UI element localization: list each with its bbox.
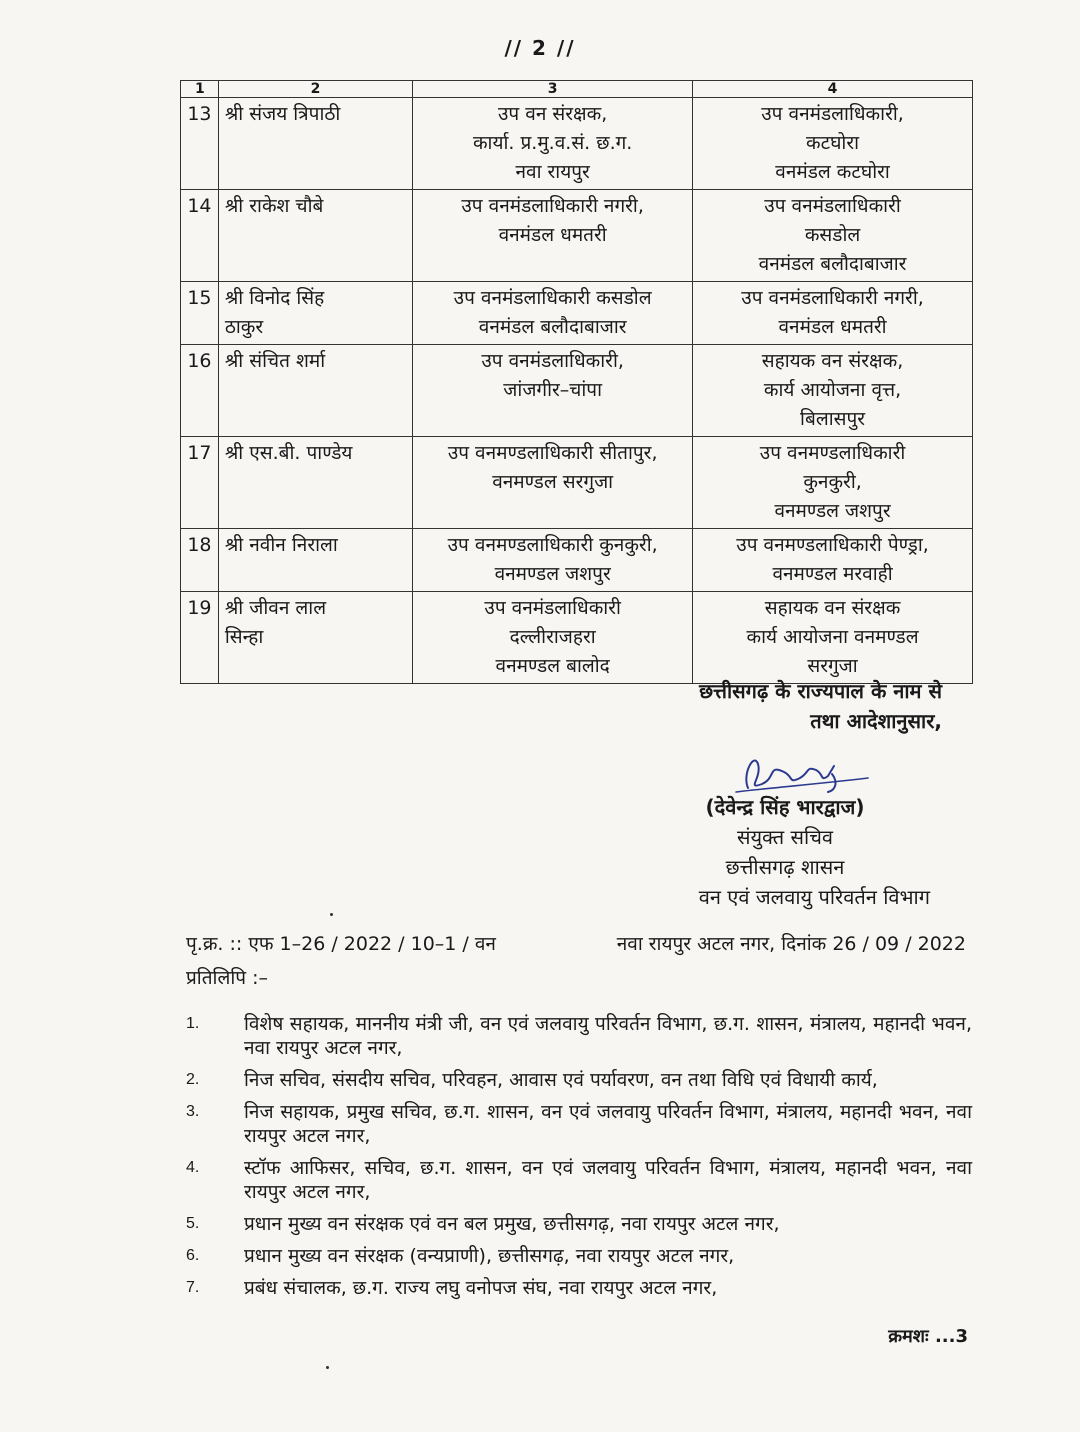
signer-government: छत्तीसगढ़ शासन xyxy=(725,855,845,879)
new-posting xyxy=(693,529,973,592)
current-posting xyxy=(413,190,693,282)
signer-department: वन एवं जलवायु परिवर्तन विभाग xyxy=(698,885,930,909)
current-posting-line: उप वनमंडलाधिकारी xyxy=(484,597,621,619)
order-line: छत्तीसगढ़ के राज्यपाल के नाम से xyxy=(699,679,942,703)
new-posting xyxy=(693,437,973,529)
list-item-text: स्टॉफ आफिसर, सचिव, छ.ग. शासन, वन एवं जलवायु परिवर्तन विभाग, मंत्रालय, महानदी भवन, नवा रायपुर अटल नगर, xyxy=(244,1157,972,1203)
serial-number: 19 xyxy=(181,592,219,684)
scan-speck xyxy=(330,913,333,916)
table-row xyxy=(181,345,973,437)
order-line: तथा आदेशानुसार, xyxy=(810,709,942,733)
list-item-text: प्रधान मुख्य वन संरक्षक एवं वन बल प्रमुख, छत्तीसगढ़, नवा रायपुर अटल नगर, xyxy=(244,1213,780,1235)
table-row xyxy=(181,190,973,282)
list-item xyxy=(186,1012,972,1060)
new-posting-line: कुनकुरी, xyxy=(803,471,862,493)
new-posting-line: उप वनमंडलाधिकारी xyxy=(764,195,901,217)
list-item xyxy=(186,1100,972,1148)
new-posting xyxy=(693,98,973,190)
current-posting xyxy=(413,98,693,190)
list-item-text: निज सचिव, संसदीय सचिव, परिवहन, आवास एवं पर्यावरण, वन तथा विधि एवं विधायी कार्य, xyxy=(244,1069,878,1091)
column-header: 4 xyxy=(693,81,973,98)
current-posting xyxy=(413,437,693,529)
new-posting-line: वनमण्डल जशपुर xyxy=(774,500,891,522)
copy-label: प्रतिलिपि :– xyxy=(186,967,269,989)
officer-name xyxy=(218,282,412,345)
list-item-text: प्रबंध संचालक, छ.ग. राज्य लघु वनोपज संघ, नवा रायपुर अटल नगर, xyxy=(244,1277,718,1299)
officer-name xyxy=(218,437,412,529)
current-posting-line: उप वनमण्डलाधिकारी कुनकुरी, xyxy=(447,534,658,556)
current-posting xyxy=(413,529,693,592)
new-posting-line: कार्य आयोजना वृत्त, xyxy=(763,379,902,401)
new-posting xyxy=(693,282,973,345)
table-row xyxy=(181,529,973,592)
current-posting-line: उप वनमंडलाधिकारी नगरी, xyxy=(461,195,644,217)
current-posting-line: वनमण्डल सरगुजा xyxy=(492,471,614,493)
new-posting xyxy=(693,592,973,684)
new-posting xyxy=(693,190,973,282)
new-posting xyxy=(693,345,973,437)
list-item xyxy=(186,1244,972,1268)
officer-name-line: श्री जीवन लाल xyxy=(224,597,327,619)
scan-speck xyxy=(326,1366,329,1369)
serial-number: 15 xyxy=(181,282,219,345)
officer-name-line: श्री नवीन निराला xyxy=(224,534,338,556)
current-posting-line: कार्या. प्र.मु.व.सं. छ.ग. xyxy=(472,132,633,154)
list-item-number: 5. xyxy=(186,1215,200,1232)
signer-designation: संयुक्त सचिव xyxy=(736,825,834,849)
list-item-text: निज सहायक, प्रमुख सचिव, छ.ग. शासन, वन एवं जलवायु परिवर्तन विभाग, मंत्रालय, महानदी भवन, नवा रायपुर अटल नगर, xyxy=(244,1101,972,1147)
serial-number: 14 xyxy=(181,190,219,282)
current-posting-line: वनमण्डल बालोद xyxy=(495,655,610,677)
current-posting-line: उप वन संरक्षक, xyxy=(498,103,608,125)
signer-name: (देवेन्द्र सिंह भारद्वाज) xyxy=(705,795,865,819)
current-posting-line: उप वनमंडलाधिकारी, xyxy=(481,350,624,372)
page-number: // 2 // xyxy=(504,36,576,60)
transfer-table xyxy=(180,80,973,684)
new-posting-line: सहायक वन संरक्षक xyxy=(764,597,901,619)
column-header: 2 xyxy=(218,81,412,98)
column-header: 1 xyxy=(181,81,219,98)
current-posting xyxy=(413,592,693,684)
list-item xyxy=(186,1212,972,1236)
serial-number: 18 xyxy=(181,529,219,592)
signer-block xyxy=(620,792,950,912)
current-posting-line: जांजगीर–चांपा xyxy=(503,379,603,401)
officer-name xyxy=(218,529,412,592)
new-posting-line: सरगुजा xyxy=(807,655,858,677)
new-posting-line: उप वनमण्डलाधिकारी पेण्ड्रा, xyxy=(736,534,929,556)
table-row xyxy=(181,282,973,345)
current-posting-line: वनमंडल बलौदाबाजार xyxy=(478,316,627,338)
column-header: 3 xyxy=(413,81,693,98)
new-posting-line: वनमंडल धमतरी xyxy=(778,316,887,338)
current-posting-line: वनमंडल धमतरी xyxy=(498,224,607,246)
reference-line xyxy=(186,930,966,956)
list-item-number: 4. xyxy=(186,1159,200,1176)
list-item-number: 7. xyxy=(186,1279,200,1296)
serial-number: 16 xyxy=(181,345,219,437)
list-item-number: 2. xyxy=(186,1071,200,1088)
officer-name-line: श्री संजय त्रिपाठी xyxy=(224,103,341,125)
list-item xyxy=(186,1156,972,1204)
list-item xyxy=(186,1276,972,1300)
new-posting-line: बिलासपुर xyxy=(800,408,866,430)
current-posting-line: नवा रायपुर xyxy=(515,161,590,183)
new-posting-line: कसडोल xyxy=(804,224,861,246)
officer-name-line: श्री राकेश चौबे xyxy=(224,195,324,217)
new-posting-line: कार्य आयोजना वनमण्डल xyxy=(746,626,919,648)
officer-name-line: श्री एस.बी. पाण्डेय xyxy=(224,442,353,464)
table-row xyxy=(181,592,973,684)
serial-number: 13 xyxy=(181,98,219,190)
officer-name xyxy=(218,345,412,437)
new-posting-line: कटघोरा xyxy=(806,132,860,154)
continued-note: क्रमशः ...3 xyxy=(888,1326,968,1347)
new-posting-line: सहायक वन संरक्षक, xyxy=(761,350,904,372)
list-item-number: 6. xyxy=(186,1247,200,1264)
place-date: नवा रायपुर अटल नगर, दिनांक 26 / 09 / 2022 xyxy=(616,933,966,955)
copy-list xyxy=(186,1012,972,1308)
order-authority xyxy=(699,676,942,736)
officer-name-line: सिन्हा xyxy=(224,626,264,648)
current-posting-line: दल्लीराजहरा xyxy=(509,626,596,648)
table-row xyxy=(181,437,973,529)
officer-name-line: श्री विनोद सिंह xyxy=(224,287,325,309)
table-header-row xyxy=(181,81,973,98)
table-row xyxy=(181,98,973,190)
new-posting-line: वनमण्डल मरवाही xyxy=(772,563,893,585)
new-posting-line: वनमंडल कटघोरा xyxy=(775,161,890,183)
list-item xyxy=(186,1068,972,1092)
officer-name xyxy=(218,190,412,282)
list-item-text: विशेष सहायक, माननीय मंत्री जी, वन एवं जलवायु परिवर्तन विभाग, छ.ग. शासन, मंत्रालय, महानदी भवन, नवा रायपुर अटल नगर, xyxy=(244,1013,972,1059)
officer-name xyxy=(218,592,412,684)
officer-name xyxy=(218,98,412,190)
current-posting xyxy=(413,282,693,345)
list-item-number: 3. xyxy=(186,1103,200,1120)
list-item-number: 1. xyxy=(186,1015,200,1032)
serial-number: 17 xyxy=(181,437,219,529)
officer-name-line: श्री संचित शर्मा xyxy=(224,350,326,372)
list-item-text: प्रधान मुख्य वन संरक्षक (वन्यप्राणी), छत्तीसगढ़, नवा रायपुर अटल नगर, xyxy=(244,1245,735,1267)
current-posting-line: उप वनमण्डलाधिकारी सीतापुर, xyxy=(447,442,658,464)
new-posting-line: उप वनमण्डलाधिकारी xyxy=(759,442,906,464)
new-posting-line: उप वनमंडलाधिकारी नगरी, xyxy=(741,287,924,309)
current-posting-line: उप वनमंडलाधिकारी कसडोल xyxy=(453,287,652,309)
new-posting-line: वनमंडल बलौदाबाजार xyxy=(758,253,907,275)
current-posting-line: वनमण्डल जशपुर xyxy=(494,563,611,585)
new-posting-line: उप वनमंडलाधिकारी, xyxy=(761,103,904,125)
officer-name-line: ठाकुर xyxy=(224,316,264,338)
current-posting xyxy=(413,345,693,437)
reference-number: पृ.क्र. :: एफ 1–26 / 2022 / 10–1 / वन xyxy=(186,933,496,955)
